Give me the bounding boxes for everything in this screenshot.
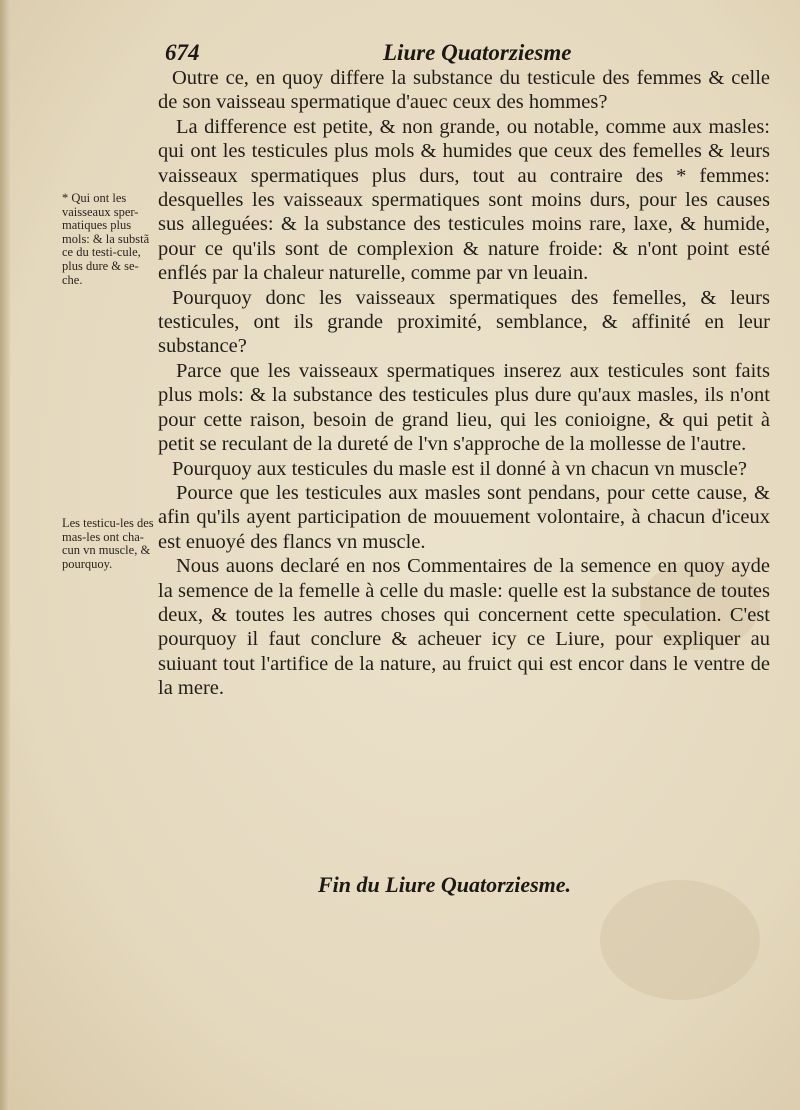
margin-note: Les testicu-les des mas-les ont cha-cun vn muscle, & pourquoy. xyxy=(62,516,154,571)
paragraph-conclusion: Nous auons declaré en nos Commentaires de la semence en quoy ayde la semence de la femelle à celle du masle: quelle est la substance de toutes deux, & toutes les autres choses qui concernent cette speculation. C'est pourquoy il faut conclure & acheuer icy ce Liure, pour expliquer au suiuant tout l'artifice de la nature, au fruict qui est encor dans le ventre de la mere. xyxy=(158,555,770,700)
paragraph-answer: Parce que les vaisseaux spermatiques inserez aux testicules sont faits plus mols: & la substance des testicules plus dure qu'aux masles, ils n'ont pour cette raison, besoin de grand lieu, qui les conioigne, & qui petit à petit se reculant de la dureté de l'vn s'approche de la mollesse de l'autre. xyxy=(158,359,770,456)
page-gutter-edge xyxy=(0,0,10,1110)
closing-line: Fin du Liure Quatorziesme. xyxy=(318,872,572,897)
paragraph-answer: Pource que les testicules aux masles sont pendans, pour cette cause, & afin qu'ils ayent participation de mouuement volontaire, à chacun d'iceux est enuoyé des flancs vn muscle. xyxy=(158,481,770,553)
paragraph-question: Pourquoy donc les vaisseaux spermatiques des femelles, & leurs testicules, ont ils grande proximité, semblance, & affinité en leur substance? xyxy=(158,286,770,358)
paper-stain xyxy=(600,880,760,1000)
paragraph-question: Outre ce, en quoy differe la substance du testicule des femmes & celle de son vaisseau spermatique d'auec ceux des hommes? xyxy=(158,67,770,114)
folio-number: 674 xyxy=(165,40,200,65)
body-text xyxy=(158,66,770,701)
paragraph-question: Pourquoy aux testicules du masle est il donné à vn chacun vn muscle? xyxy=(172,457,748,480)
margin-note: * Qui ont les vaisseaux sper-matiques plus mols: & la substã ce du testi-cule, plus dure & se-che. xyxy=(62,191,150,287)
running-title: Liure Quatorziesme xyxy=(383,40,572,65)
paragraph-answer: La difference est petite, & non grande, ou notable, comme aux masles: qui ont les testicules plus mols & humides que ceux des femelles & leurs vaisseaux spermatiques plus durs, tout au contraire des * femmes: desquelles les vaisseaux spermatiques sont moins durs, pour les causes sus alleguées: & la substance des testicules moins rare, laxe, & humide, pour ce qu'ils sont de complexion & nature froide: & n'ont point esté enflés par la chaleur naturelle, comme par vn leuain. xyxy=(158,115,770,285)
